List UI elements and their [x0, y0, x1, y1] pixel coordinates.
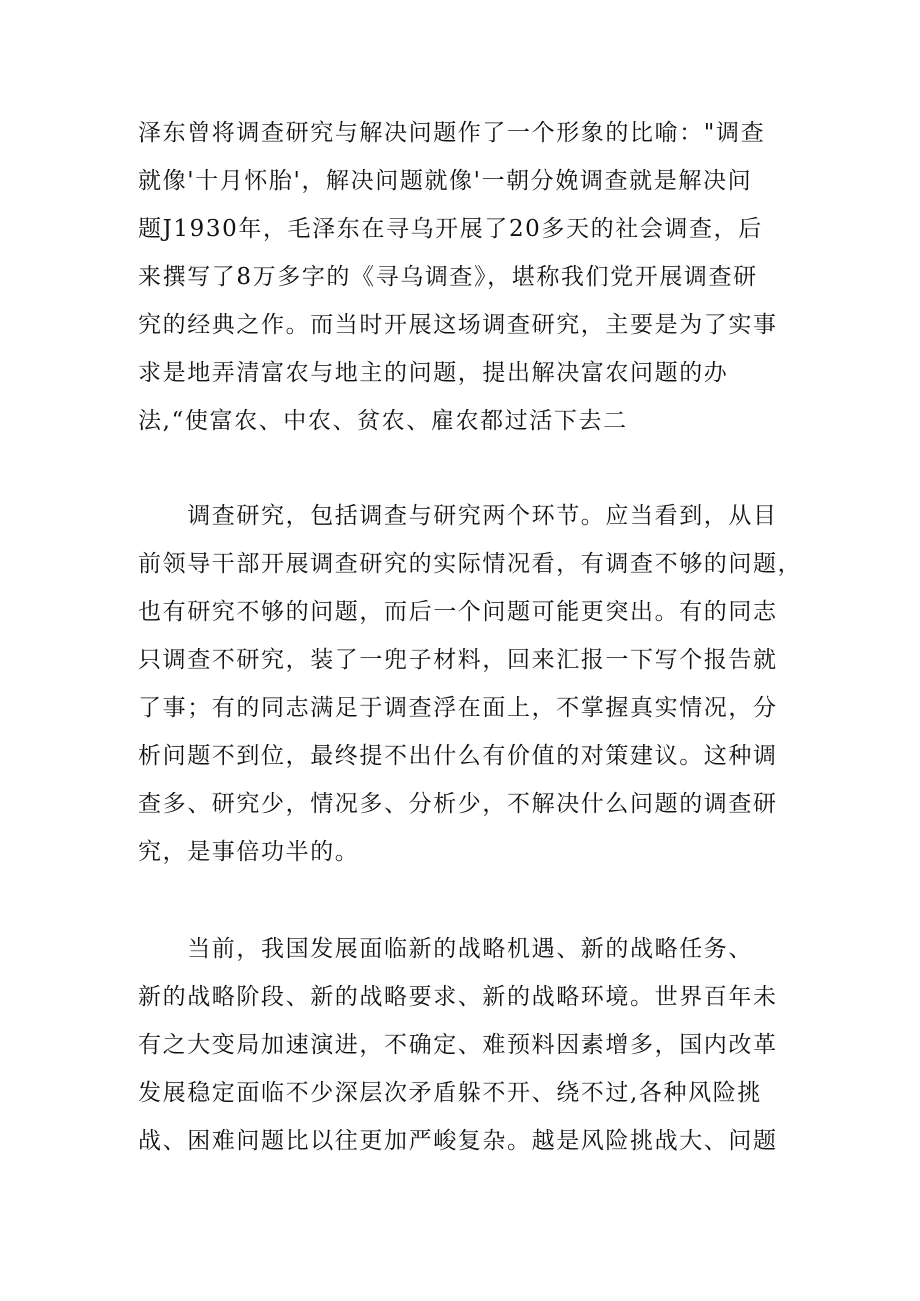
text-line: 战、困难问题比以往更加严峻复杂。越是风险挑战大、问题 [138, 1128, 778, 1154]
text-line: 题J1930年，毛泽东在寻乌开展了20多天的社会调查，后 [138, 216, 763, 242]
text-line: 泽东曾将调查研究与解决问题作了一个形象的比喻："调查 [138, 120, 766, 146]
text-line: 发展稳定面临不少深层次矛盾躲不开、绕不过,各种风险挑 [138, 1080, 762, 1106]
paragraph-2 [138, 492, 818, 876]
text-line: 析问题不到位，最终提不出什么有价值的对策建议。这种调 [138, 743, 778, 769]
text-line: 前领导干部开展调查研究的实际情况看，有调查不够的问题， [138, 551, 803, 577]
text-line: 当前，我国发展面临新的战略机遇、新的战略任务、 [138, 936, 753, 962]
text-line: 了事；有的同志满足于调查浮在面上，不掌握真实情况，分 [138, 695, 778, 721]
text-line: 来撰写了8万多字的《寻乌调查》，堪称我们党开展调查研 [138, 264, 758, 290]
text-line: 就像'十月怀胎'，解决问题就像'一朝分娩调查就是解决问 [138, 168, 753, 194]
paragraph-1 [138, 109, 818, 445]
text-line: 究的经典之作。而当时开展这场调查研究，主要是为了实事 [138, 312, 778, 338]
text-line: 查多、研究少，情况多、分析少，不解决什么问题的调查研 [138, 791, 778, 817]
text-line: 也有研究不够的问题，而后一个问题可能更突出。有的同志 [138, 599, 778, 625]
paragraph-3 [138, 925, 818, 1165]
text-line: 求是地弄清富农与地主的问题，提出解决富农问题的办 [138, 360, 729, 386]
text-line: 究，是事倍功半的。 [138, 839, 360, 865]
text-line: 法,“使富农、中农、贫农、雇农都过活下去二 [138, 408, 628, 434]
text-line: 调查研究，包括调查与研究两个环节。应当看到，从目 [138, 503, 778, 529]
text-line: 只调查不研究，装了一兜子材料，回来汇报一下写个报告就 [138, 647, 778, 673]
text-line: 新的战略阶段、新的战略要求、新的战略环境。世界百年未 [138, 984, 778, 1010]
text-line: 有之大变局加速演进，不确定、难预料因素增多，国内改革 [138, 1032, 778, 1058]
